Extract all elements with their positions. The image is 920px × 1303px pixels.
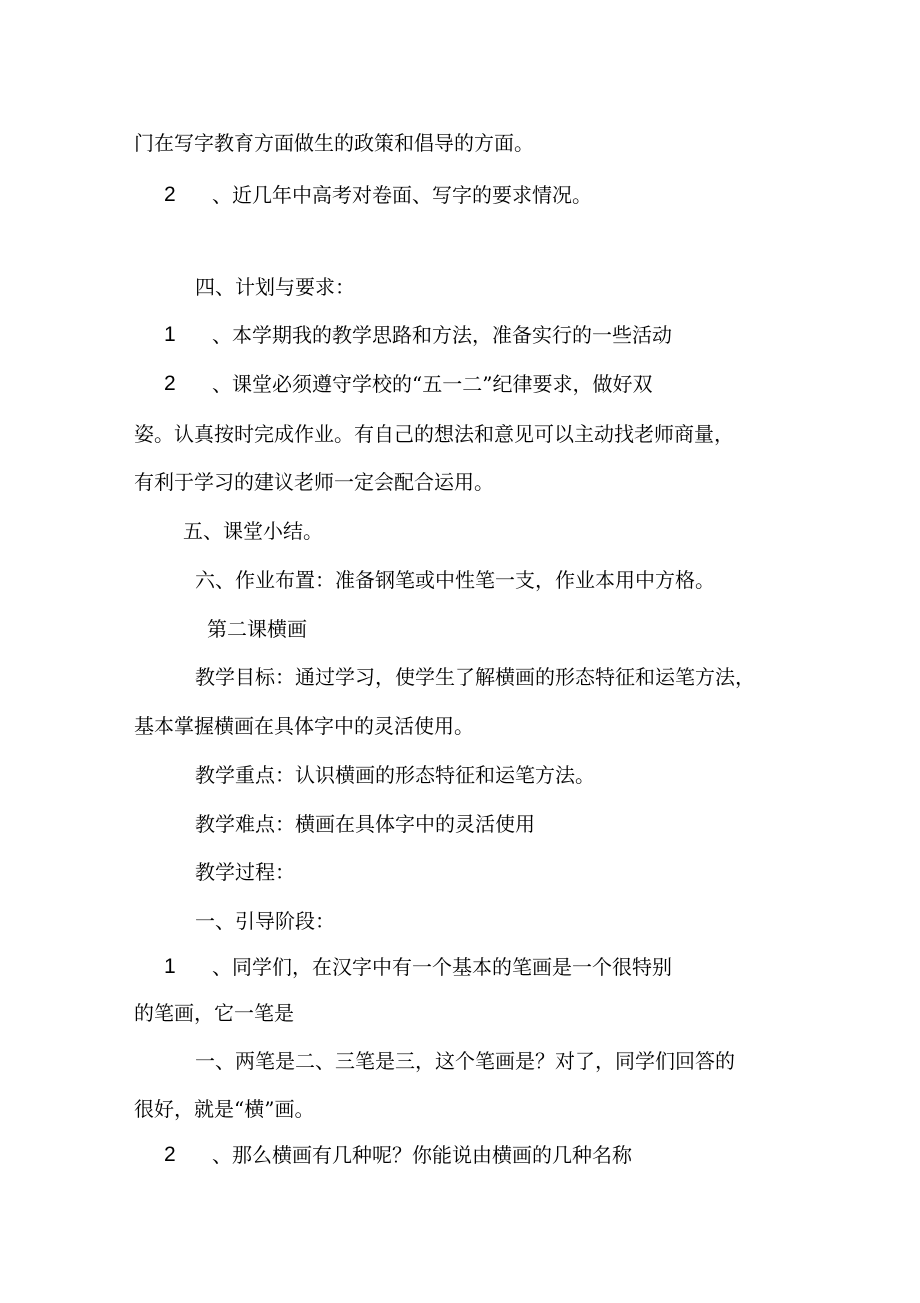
- text-line: 基本掌握横画在具体字中的灵活使用。: [134, 714, 474, 738]
- text-line: 门在写字教育方面做生的政策和倡导的方面。: [134, 131, 534, 155]
- text-line: 有利于学习的建议老师一定会配合运用。: [134, 470, 494, 494]
- text-line: 、同学们，在汉字中有一个基本的笔画是一个很特别: [212, 955, 672, 979]
- lesson-title: 第二课横画: [207, 617, 307, 641]
- section-heading: 五、课堂小结。: [183, 519, 323, 543]
- text-line: 姿。认真按时完成作业。有自己的想法和意见可以主动找老师商量，: [134, 422, 734, 446]
- section-heading: 四、计划与要求：: [195, 275, 355, 299]
- text-line: 教学目标：通过学习，使学生了解横画的形态特征和运笔方法，: [195, 665, 755, 689]
- text-line: 教学过程：: [195, 860, 295, 884]
- item-number: 1: [164, 323, 176, 346]
- text-line: 很好，就是“横”画。: [134, 1097, 315, 1121]
- item-number: 2: [164, 183, 176, 206]
- section-heading: 六、作业布置：准备钢笔或中性笔一支，作业本用中方格。: [195, 568, 715, 592]
- text-line: 、课堂必须遵守学校的“五一二”纪律要求，做好双: [212, 372, 653, 396]
- item-number: 2: [164, 1143, 176, 1166]
- text-line: 教学重点：认识横画的形态特征和运笔方法。: [195, 763, 595, 787]
- text-line: 的笔画，它一笔是: [134, 1001, 294, 1025]
- item-number: 2: [164, 372, 176, 395]
- text-line: 教学难点：横画在具体字中的灵活使用: [195, 812, 535, 836]
- text-line: 、近几年中高考对卷面、写字的要求情况。: [212, 183, 592, 207]
- text-line: 一、两笔是二、三笔是三，这个笔画是？对了，同学们回答的: [195, 1049, 735, 1073]
- section-heading: 一、引导阶段：: [195, 909, 335, 933]
- text-line: 、本学期我的教学思路和方法，准备实行的一些活动: [212, 323, 672, 347]
- text-line: 、那么横画有几种呢？你能说由横画的几种名称: [212, 1143, 632, 1167]
- item-number: 1: [164, 955, 176, 978]
